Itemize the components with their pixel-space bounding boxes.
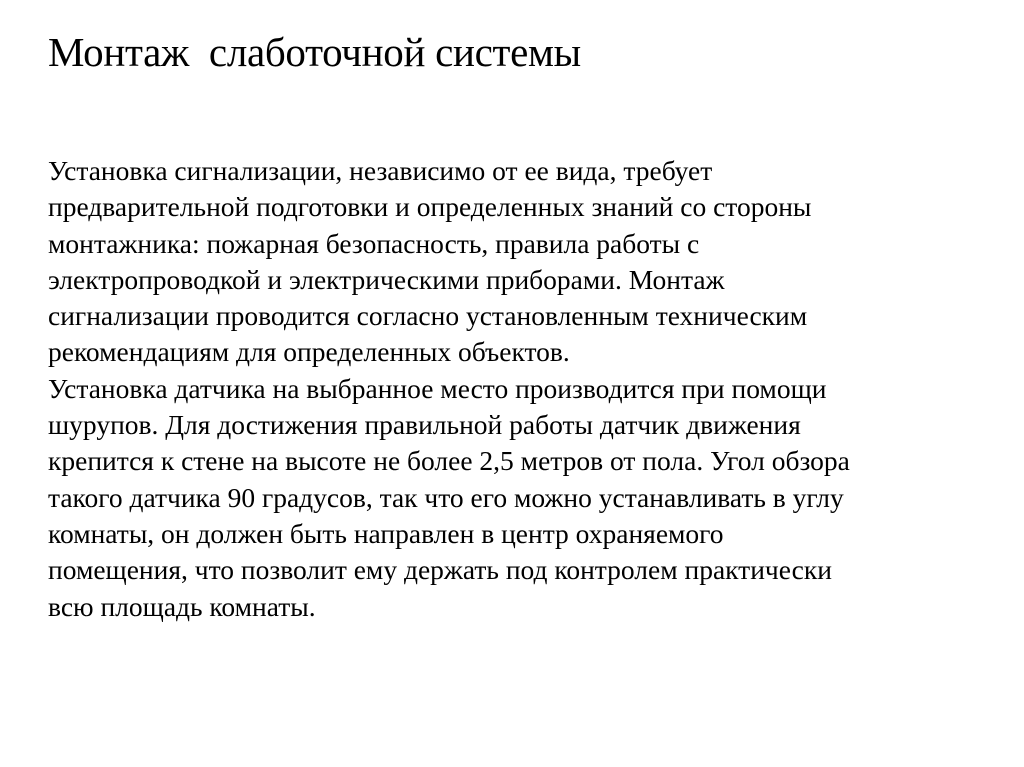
- body-line: крепится к стене на высоте не более 2,5 метров от пола. Угол обзора: [48, 445, 850, 477]
- body-line: Установка сигнализации, независимо от ее вида, требует: [48, 155, 713, 186]
- slide-title: Монтаж слаботочной системы: [48, 29, 581, 75]
- body-line: всю площадь комнаты.: [48, 590, 316, 622]
- body-line: электропроводкой и электрическими приборами. Монтаж: [48, 263, 725, 295]
- body-line: шурупов. Для достижения правильной работы датчик движения: [48, 409, 801, 441]
- slide-body: [48, 153, 1008, 625]
- body-line: комнаты, он должен быть направлен в центр охраняемого: [48, 517, 724, 549]
- body-line: Установка датчика на выбранное место производится при помощи: [48, 372, 827, 404]
- paragraph-sensor-mounting: [48, 371, 1008, 625]
- body-line: такого датчика 90 градусов, так что его можно устанавливать в углу: [48, 481, 844, 513]
- body-line: монтажника: пожарная безопасность, правила работы с: [48, 227, 700, 259]
- body-line: сигнализации проводится согласно установленным техническим: [48, 300, 808, 332]
- body-line: помещения, что позволит ему держать под контролем практически: [48, 554, 832, 586]
- body-line: предварительной подготовки и определенных знаний со стороны: [48, 191, 812, 223]
- body-line: рекомендациям для определенных объектов.: [48, 336, 570, 368]
- paragraph-installation-requirements: [48, 153, 1008, 371]
